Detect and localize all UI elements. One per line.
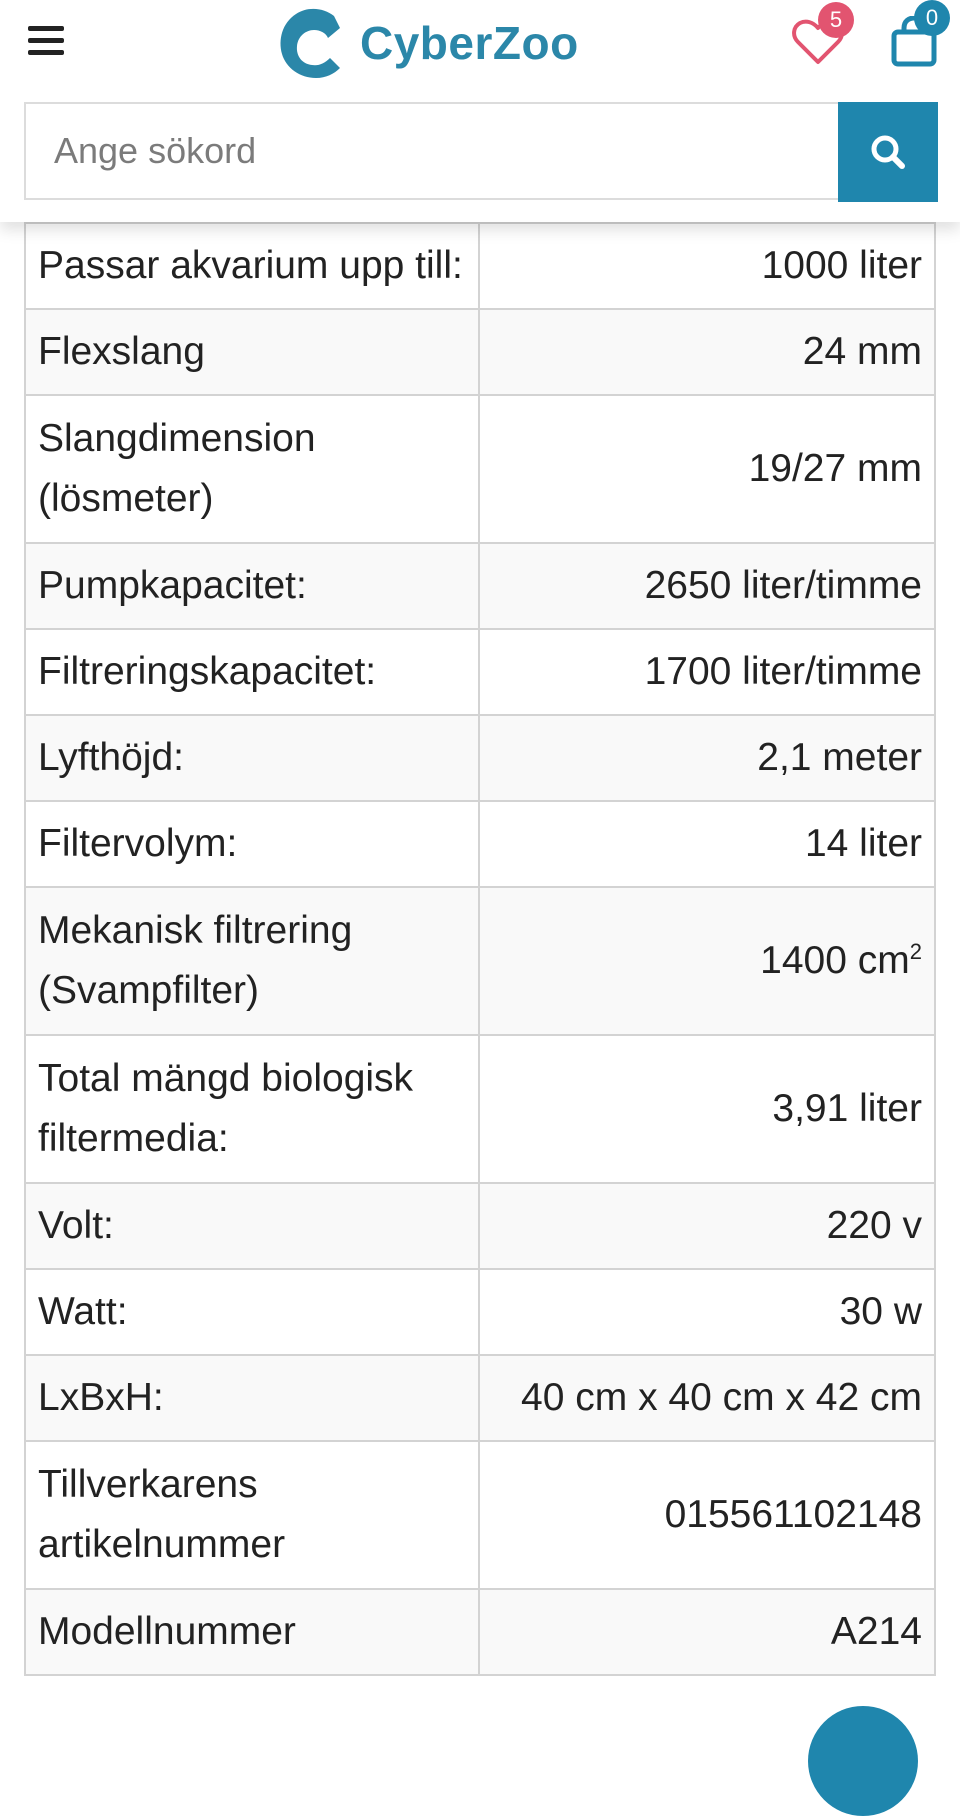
table-row — [25, 1441, 935, 1589]
wishlist-count-badge: 5 — [818, 2, 854, 38]
spec-label: Mekanisk filtrering (Svampfilter) — [25, 887, 479, 1035]
spec-label: Watt: — [25, 1269, 479, 1355]
spec-value: 1700 liter/timme — [479, 629, 935, 715]
spec-label: Pumpkapacitet: — [25, 543, 479, 629]
hamburger-icon-bar — [28, 38, 64, 43]
spec-label: LxBxH: — [25, 1355, 479, 1441]
table-row — [25, 629, 935, 715]
spec-label: Filtervolym: — [25, 801, 479, 887]
cart-button[interactable] — [890, 5, 939, 68]
menu-button[interactable] — [28, 26, 64, 58]
logo-mark-icon — [278, 6, 346, 80]
search-button[interactable] — [838, 102, 938, 202]
logo-text: CyberZoo — [360, 17, 579, 69]
site-header — [0, 0, 960, 100]
spec-value: 015561102148 — [479, 1441, 935, 1589]
spec-value: 24 mm — [479, 309, 935, 395]
spec-value: 1000 liter — [479, 223, 935, 309]
spec-label: Slangdimension (lösmeter) — [25, 395, 479, 543]
hamburger-icon — [28, 26, 64, 31]
cart-count-badge: 0 — [914, 0, 950, 36]
table-row — [25, 887, 935, 1035]
specification-table — [24, 222, 936, 1676]
table-row — [25, 543, 935, 629]
chat-button[interactable] — [808, 1706, 918, 1816]
spec-label: Modellnummer — [25, 1589, 479, 1675]
spec-value: 2,1 meter — [479, 715, 935, 801]
table-row — [25, 1183, 935, 1269]
spec-label: Passar akvarium upp till: — [25, 223, 479, 309]
wishlist-button[interactable] — [792, 7, 844, 66]
spec-label: Volt: — [25, 1183, 479, 1269]
spec-label: Total mängd biologisk filtermedia: — [25, 1035, 479, 1183]
spec-label: Flexslang — [25, 309, 479, 395]
spec-value-text: 1400 cm — [760, 939, 910, 982]
spec-value-superscript: 2 — [909, 939, 922, 964]
spec-value: 30 w — [479, 1269, 935, 1355]
spec-label: Tillverkarens artikelnummer — [25, 1441, 479, 1589]
table-row — [25, 1589, 935, 1675]
spec-value: 19/27 mm — [479, 395, 935, 543]
table-row — [25, 801, 935, 887]
spec-label: Filtreringskapacitet: — [25, 629, 479, 715]
table-row — [25, 395, 935, 543]
table-row — [25, 1035, 935, 1183]
spec-value: 40 cm x 40 cm x 42 cm — [479, 1355, 935, 1441]
search-bar — [0, 100, 960, 222]
hamburger-icon-bar — [28, 50, 64, 55]
spec-value: A214 — [479, 1589, 935, 1675]
table-row — [25, 309, 935, 395]
spec-value — [479, 887, 935, 1035]
search-input[interactable] — [24, 102, 838, 200]
table-row — [25, 1269, 935, 1355]
logo-link[interactable] — [278, 6, 579, 80]
spec-value: 2650 liter/timme — [479, 543, 935, 629]
table-row — [25, 223, 935, 309]
spec-value: 220 v — [479, 1183, 935, 1269]
spec-value: 3,91 liter — [479, 1035, 935, 1183]
table-row — [25, 715, 935, 801]
search-icon — [868, 132, 908, 172]
spec-value: 14 liter — [479, 801, 935, 887]
spec-label: Lyfthöjd: — [25, 715, 479, 801]
table-row — [25, 1355, 935, 1441]
